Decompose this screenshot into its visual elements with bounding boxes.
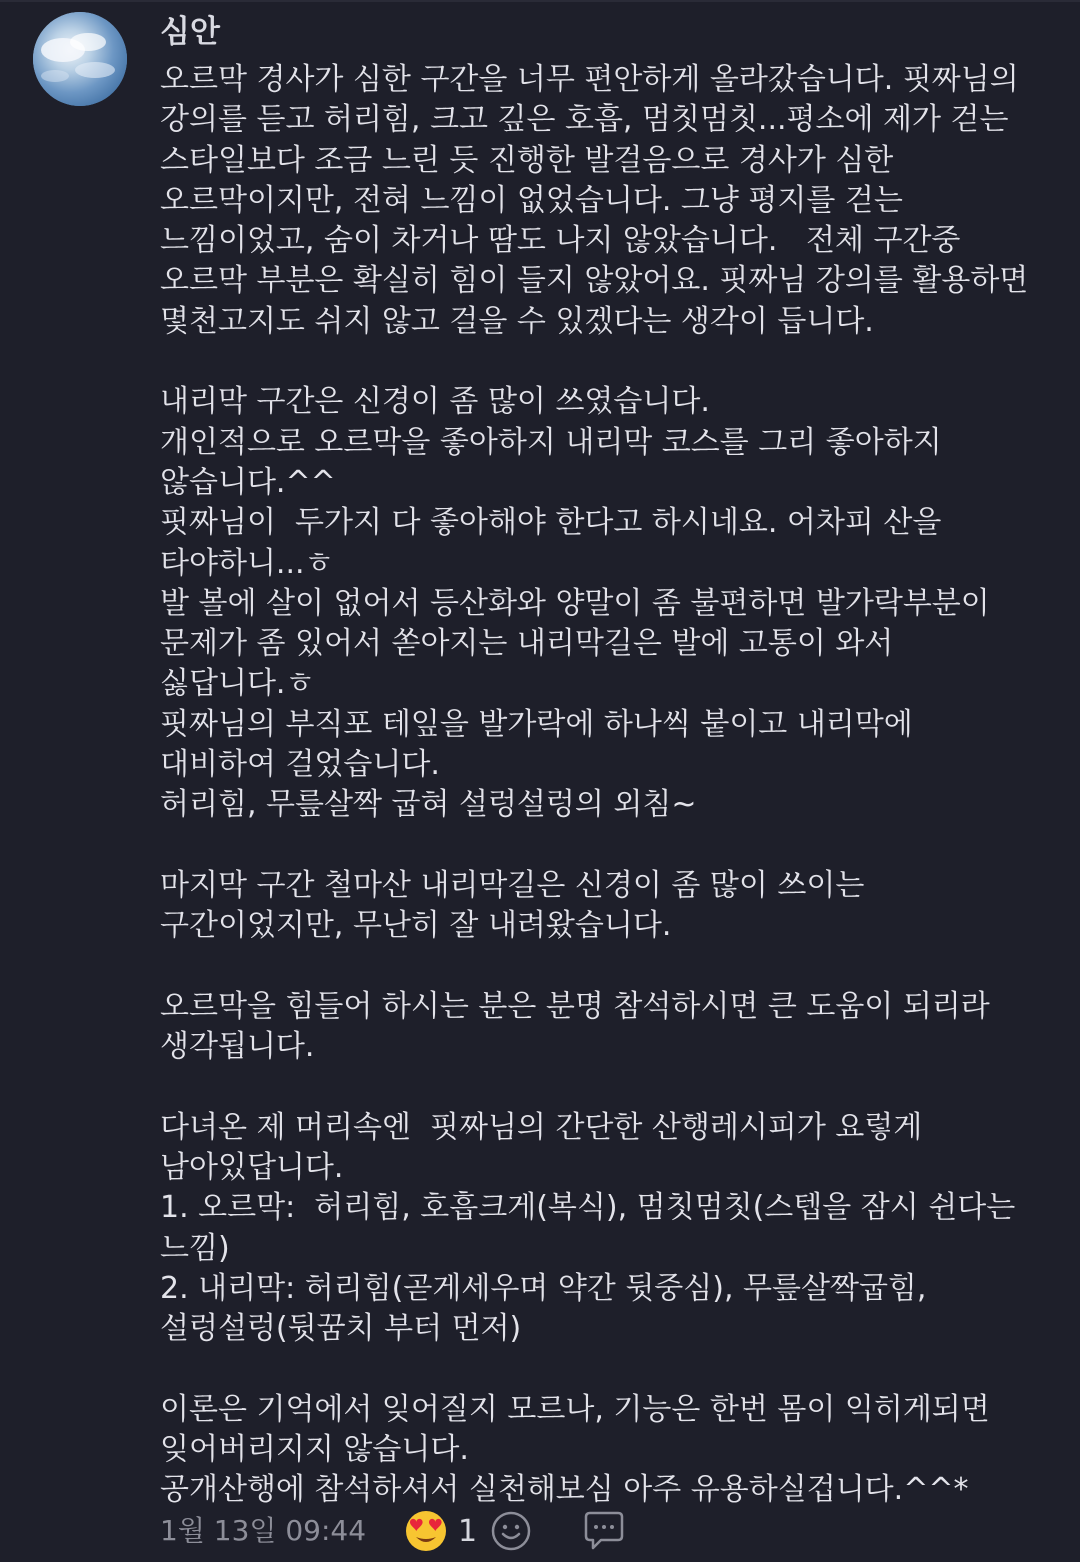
comment-text-line: 문제가 좀 있어서 쏟아지는 내리막길은 발에 고통이 와서	[160, 626, 894, 662]
blank-line	[160, 947, 1060, 987]
heart-eyes-emoji-icon	[404, 1509, 448, 1553]
comment-text-line: 내리막 구간은 신경이 좀 많이 쓰였습니다.	[160, 384, 710, 420]
blank-line	[160, 342, 1060, 382]
comment-text-line: 핏짜님의 부직포 테잎을 발가락에 하나씩 붙이고 내리막에	[160, 706, 913, 742]
comment-text-line: 생각됩니다.	[160, 1029, 315, 1065]
comment-footer	[160, 1505, 627, 1557]
sky-cloud-avatar-icon	[33, 12, 127, 106]
comment-text-line: 잊어버리지지 않습니다.	[160, 1432, 469, 1468]
comment-text-line: 개인적으로 오르막을 좋아하지 내리막 코스를 그리 좋아하지	[160, 424, 942, 460]
comment-text-line: 타야하니...ㅎ	[160, 545, 334, 581]
comment-author[interactable]: 심안	[160, 14, 220, 50]
comment-text-line: 2. 내리막: 허리힘(곧게세우며 약간 뒷중심), 무릎살짝굽힘,	[160, 1270, 927, 1306]
comment-text-line: 오르막이지만, 전혀 느낌이 없었습니다. 그냥 평지를 걷는	[160, 182, 903, 218]
blank-line	[160, 1350, 1060, 1390]
comment-text-line: 강의를 듣고 허리힘, 크고 깊은 호흡, 멈칫멈칫...평소에 제가 걷는	[160, 102, 1009, 138]
comment-text-line: 스타일보다 조금 느린 듯 진행한 발걸음으로 경사가 심한	[160, 142, 894, 178]
comment-text-line: 허리힘, 무릎살짝 굽혀 설렁설렁의 외침~	[160, 787, 697, 823]
comment-text-line: 오르막 부분은 확실히 힘이 들지 않았어요. 핏짜님 강의를 활용하면	[160, 263, 1029, 299]
comment-text-line: 몇천고지도 쉬지 않고 걸을 수 있겠다는 생각이 듭니다.	[160, 303, 874, 339]
comment-text-line: 오르막을 힘들어 하시는 분은 분명 참석하시면 큰 도움이 되리라	[160, 988, 990, 1024]
blank-line	[160, 826, 1060, 866]
comment-text-line: 1. 오르막: 허리힘, 호흡크게(복식), 멈칫멈칫(스텝을 잠시 쉰다는	[160, 1190, 1016, 1226]
avatar[interactable]	[33, 12, 127, 106]
comment-text-line: 싫답니다.ㅎ	[160, 666, 315, 702]
comment-text-line: 마지막 구간 철마산 내리막길은 신경이 좀 많이 쓰이는	[160, 867, 865, 903]
comment-text-line: 느낌)	[160, 1230, 230, 1266]
comment-text-line: 핏짜님이 두가지 다 좋아해야 한다고 하시네요. 어차피 산을	[160, 505, 942, 541]
comment-timestamp: 1월 13일 09:44	[160, 1514, 367, 1547]
comment-text-line: 다녀온 제 머리속엔 핏짜님의 간단한 산행레시피가 요렇게	[160, 1109, 923, 1145]
smile-icon[interactable]	[489, 1509, 533, 1553]
blank-line	[160, 1067, 1060, 1107]
comment-text-line: 이론은 기억에서 잊어질지 모르나, 기능은 한번 몸이 익히게되면	[160, 1391, 990, 1427]
comment-text-line: 공개산행에 참석하셔서 실천해보심 아주 유용하실겁니다.^^*	[160, 1472, 969, 1508]
comment-text-line: 설렁설렁(뒷꿈치 부터 먼저)	[160, 1311, 522, 1347]
reaction-button[interactable]	[404, 1509, 477, 1553]
comment-text-line: 오르막 경사가 심한 구간을 너무 편안하게 올라갔습니다. 핏짜님의	[160, 62, 1019, 97]
comment-body	[160, 60, 1060, 1511]
comment-text-line: 남아있답니다.	[160, 1150, 344, 1186]
comment-text-line: 구간이었지만, 무난히 잘 내려왔습니다.	[160, 908, 672, 944]
comment-text-line: 대비하여 걸었습니다.	[160, 747, 440, 783]
comment-text-line: 않습니다.^^	[160, 464, 336, 500]
comment-bubble-icon[interactable]	[581, 1509, 627, 1553]
comment-text-line: 발 볼에 살이 없어서 등산화와 양말이 좀 불편하면 발가락부분이	[160, 585, 990, 621]
reaction-count: 1	[458, 1513, 478, 1549]
top-divider	[0, 0, 1080, 2]
comment-text-line: 느낌이었고, 숨이 차거나 땀도 나지 않았습니다. 전체 구간중	[160, 223, 961, 259]
